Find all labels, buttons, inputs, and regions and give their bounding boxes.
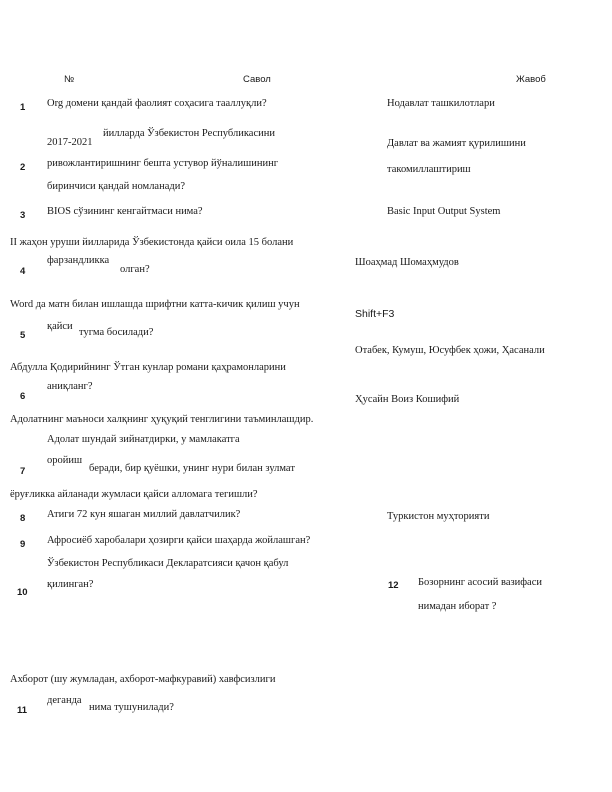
question-text: Адолатнинг маъноси халқнинг ҳуқуқий тенглигини таъминлашдир. (10, 414, 314, 425)
row-number: 10 (17, 587, 28, 598)
question-text: нима тушунилади? (89, 702, 174, 713)
question-text: қайси (47, 321, 73, 332)
row-number: 4 (20, 266, 26, 277)
answer-text: Ҳусайн Воиз Кошифий (355, 394, 460, 405)
question-text: биринчиси қандай номланади? (47, 181, 185, 192)
question-text: қилинган? (47, 579, 94, 590)
answer-text: Давлат ва жамият қурилишини (387, 138, 526, 149)
header-question: Савол (243, 74, 271, 85)
header-answer: Жавоб (516, 74, 546, 85)
answer-text: Basic Input Output System (387, 206, 501, 217)
row-number: 11 (17, 705, 28, 716)
answer-text: такомиллаштириш (387, 164, 471, 175)
question-text: Абдулла Қодирийнинг Ўтган кунлар романи қаҳрамонларини (10, 362, 286, 373)
row-number: 12 (388, 580, 399, 591)
question-text: Бозорнинг асосий вазифаси (418, 577, 543, 588)
question-text: йилларда Ўзбекистон Республикасини (103, 128, 275, 139)
question-text: II жаҳон уруши йилларида Ўзбекистонда қайси оила 15 болани (10, 237, 294, 248)
answer-text: Shift+F3 (355, 308, 395, 320)
question-text: нимадан иборат ? (418, 601, 497, 612)
question-text: Ўзбекистон Республикаси Декларатсияси қачон қабул (47, 558, 289, 569)
answer-text: Туркистон муҳторияти (387, 511, 490, 522)
question-text: Адолат шундай зийнатдирки, у мамлакатга (47, 434, 240, 445)
question-text: 2017-2021 (47, 137, 93, 148)
answer-text: Нодавлат ташкилотлари (387, 98, 495, 109)
question-text: тугма босилади? (79, 327, 154, 338)
row-number: 8 (20, 513, 26, 524)
question-text: Word да матн билан ишлашда шрифтни катта-кичик қилиш учун (10, 299, 300, 310)
row-number: 1 (20, 102, 26, 113)
row-number: 6 (20, 391, 26, 402)
question-text: Афросиёб харобалари ҳозирги қайси шаҳарда жойлашган? (47, 535, 311, 546)
question-text: Ахборот (шу жумладан, ахборот-мафкуравий) хавфсизлиги (10, 674, 276, 685)
row-number: 2 (20, 162, 26, 173)
row-number: 3 (20, 210, 26, 221)
row-number: 9 (20, 539, 26, 550)
question-text: фарзандликка (47, 255, 110, 266)
question-text: беради, бир қуёшки, унинг нури билан зулмат (89, 463, 295, 474)
question-text: оройиш (47, 455, 83, 466)
question-text: BIOS сўзининг кенгайтмаси нима? (47, 206, 203, 217)
question-text: Org домени қандай фаолият соҳасига тааллуқли? (47, 98, 267, 109)
answer-text: Шоаҳмад Шомаҳмудов (355, 257, 459, 268)
row-number: 7 (20, 466, 26, 477)
question-text: ривожлантиришнинг бешта устувор йўналишининг (47, 158, 279, 169)
answer-text: Отабек, Кумуш, Юсуфбек ҳожи, Ҳасанали (355, 345, 545, 356)
question-text: олган? (120, 264, 150, 275)
header-number: № (64, 74, 75, 85)
question-text: деганда (47, 695, 82, 706)
question-text: аниқланг? (47, 381, 93, 392)
question-text: Атиги 72 кун яшаган миллий давлатчилик? (47, 509, 241, 520)
question-text: ёруғликка айланади жумласи қайси алломага тегишли? (10, 489, 258, 500)
row-number: 5 (20, 330, 26, 341)
